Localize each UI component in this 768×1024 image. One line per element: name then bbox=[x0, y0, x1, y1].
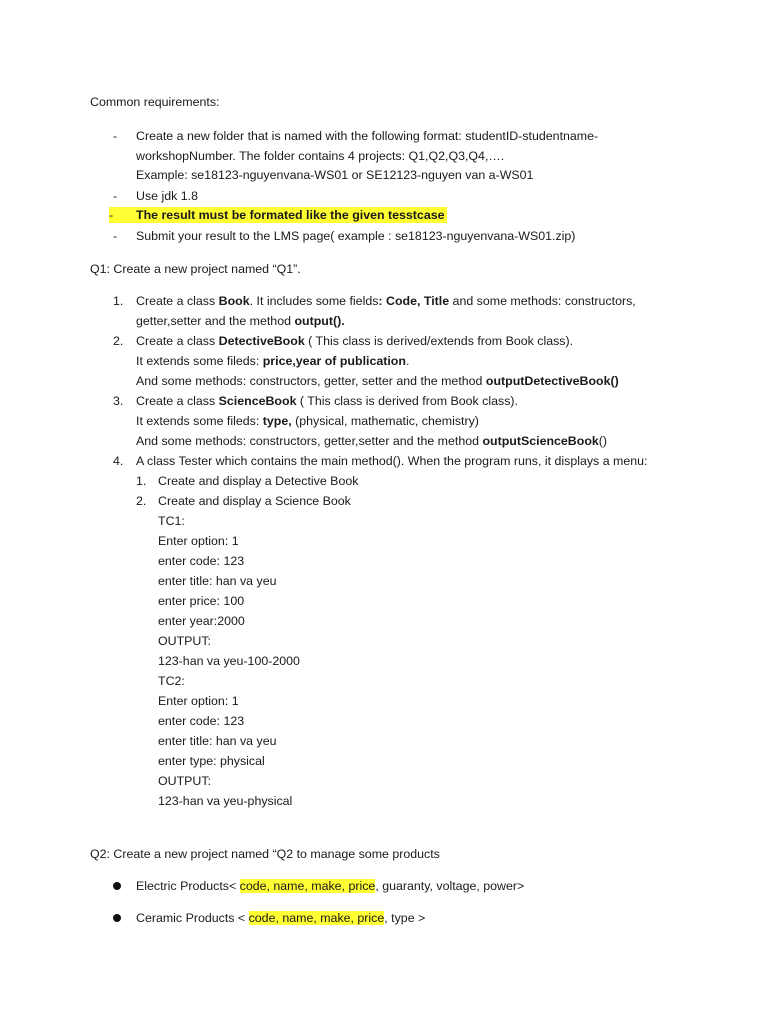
q2-heading: Q2: Create a new project named “Q2 to manage some products bbox=[90, 847, 440, 861]
q1-item2-line2: It extends some fileds: price,year of publication. bbox=[136, 354, 410, 368]
list-number: 3. bbox=[113, 394, 124, 408]
dash-marker: - bbox=[113, 129, 118, 143]
common-item-folder-example: Example: se18123-nguyenvana-WS01 or SE12123-nguyen van a-WS01 bbox=[136, 168, 534, 182]
common-item-format-highlight bbox=[109, 207, 447, 223]
q1-item2-line3: And some methods: constructors, getter, setter and the method outputDetectiveBook() bbox=[136, 374, 619, 388]
list-number: 2. bbox=[113, 334, 124, 348]
common-item-format: The result must be formated like the given tesstcase bbox=[136, 208, 445, 222]
testcase-line: enter year:2000 bbox=[158, 614, 245, 628]
q1-item3-line2: It extends some fileds: type, (physical, mathematic, chemistry) bbox=[136, 414, 479, 428]
common-item-jdk: Use jdk 1.8 bbox=[136, 189, 198, 203]
testcase-line: enter type: physical bbox=[158, 754, 265, 768]
testcase-line: OUTPUT: bbox=[158, 774, 212, 788]
q1-item1-line2: getter,setter and the method output(). bbox=[136, 314, 345, 328]
testcase-line: Enter option: 1 bbox=[158, 534, 239, 548]
q2-ceramic-products: Ceramic Products < code, name, make, price, type > bbox=[136, 911, 426, 925]
bullet-dot-icon bbox=[113, 914, 121, 922]
q1-heading: Q1: Create a new project named “Q1”. bbox=[90, 262, 301, 276]
list-number: 1. bbox=[113, 294, 124, 308]
menu-option-science: Create and display a Science Book bbox=[158, 494, 351, 508]
testcase-line: TC2: bbox=[158, 674, 185, 688]
testcase-line: enter title: han va yeu bbox=[158, 734, 277, 748]
testcase-line: enter price: 100 bbox=[158, 594, 245, 608]
q1-item1-line1: Create a class Book. It includes some fields: Code, Title and some methods: constructors, bbox=[136, 294, 636, 308]
dash-marker: - bbox=[109, 208, 114, 222]
q1-item3-line3: And some methods: constructors, getter,setter and the method outputScienceBook() bbox=[136, 434, 608, 448]
common-item-submit: Submit your result to the LMS page( example : se18123-nguyenvana-WS01.zip) bbox=[136, 229, 576, 243]
q1-item3-line1: Create a class ScienceBook ( This class is derived from Book class). bbox=[136, 394, 518, 408]
testcase-line: 123-han va yeu-100-2000 bbox=[158, 654, 300, 668]
testcase-line: enter code: 123 bbox=[158, 554, 245, 568]
testcase-line: TC1: bbox=[158, 514, 185, 528]
q2-electric-products: Electric Products< code, name, make, price, guaranty, voltage, power> bbox=[136, 879, 525, 893]
common-item-folder-line2: workshopNumber. The folder contains 4 projects: Q1,Q2,Q3,Q4,…. bbox=[136, 149, 505, 163]
menu-option-detective: Create and display a Detective Book bbox=[158, 474, 359, 488]
testcase-line: enter title: han va yeu bbox=[158, 574, 277, 588]
common-requirements-heading: Common requirements: bbox=[90, 95, 220, 109]
list-number: 1. bbox=[136, 474, 147, 488]
q1-item2-line1: Create a class DetectiveBook ( This class is derived/extends from Book class). bbox=[136, 334, 574, 348]
testcase-line: enter code: 123 bbox=[158, 714, 245, 728]
testcase-line: OUTPUT: bbox=[158, 634, 212, 648]
bullet-dot-icon bbox=[113, 882, 121, 890]
dash-marker: - bbox=[113, 229, 118, 243]
testcase-line: Enter option: 1 bbox=[158, 694, 239, 708]
list-number: 4. bbox=[113, 454, 124, 468]
q1-item4: A class Tester which contains the main method(). When the program runs, it displays a menu: bbox=[136, 454, 648, 468]
dash-marker: - bbox=[113, 189, 118, 203]
list-number: 2. bbox=[136, 494, 147, 508]
common-item-folder-line1: Create a new folder that is named with the following format: studentID-studentname- bbox=[136, 129, 599, 143]
testcase-line: 123-han va yeu-physical bbox=[158, 794, 293, 808]
